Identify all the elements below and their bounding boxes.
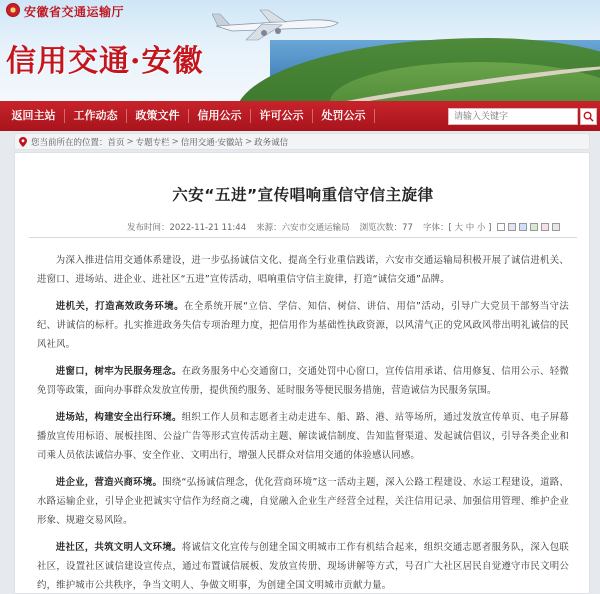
article-body: [37, 251, 569, 594]
site-banner: [0, 0, 600, 101]
paragraph: 进社区，共筑文明人文环境。将诚信文化宣传与创建全国文明城市工作有机结合起来，组织交通志愿者服务队，深入包联社区，设置社区诚信建设宣传点，通过布置诚信展板、发放宣传册、现场讲解等方式，号召广大社区居民自觉遵守市民文明公约，维护城市公共秩序，争当文明人、争做文明事，为创建全国文明城市贡献力量。: [37, 542, 569, 591]
breadcrumb-separator: >: [126, 136, 134, 147]
color-swatch[interactable]: [519, 223, 527, 231]
background-color-picker: [497, 223, 563, 231]
nav-item-credit-public[interactable]: 信用公示: [189, 109, 251, 123]
font-label: 字体：: [422, 223, 449, 233]
font-size-switch[interactable]: [ 大 中 小 ]: [448, 223, 492, 233]
article-meta: [127, 221, 563, 233]
paragraph: 为深入推进信用交通体系建设，进一步弘扬诚信文化、提高全行业重信践诺，六安市交通运输局积极开展了诚信进机关、进窗口、进场站、进企业、进社区“五进”宣传活动，唱响重信守信主旋律，打造“诚信交通”品牌。: [37, 255, 569, 285]
nav-item-policy[interactable]: 政策文件: [127, 109, 189, 123]
nav-item-news[interactable]: 工作动态: [65, 109, 127, 123]
search-button[interactable]: [580, 108, 597, 125]
color-swatch[interactable]: [552, 223, 560, 231]
breadcrumb: [14, 133, 590, 150]
breadcrumb-separator: >: [245, 136, 253, 147]
location-pin-icon: [19, 137, 27, 147]
nav-item-penalty-public[interactable]: 处罚公示: [313, 109, 375, 123]
breadcrumb-item-current[interactable]: 政务诚信: [254, 137, 289, 148]
search-icon: [583, 111, 594, 122]
divider: [29, 237, 577, 238]
airplane-icon: [212, 4, 342, 44]
article-source: 来源：六安市交通运输局: [256, 223, 350, 233]
color-swatch[interactable]: [497, 223, 505, 231]
site-brand: 信用交通·安徽: [6, 44, 204, 79]
nav-item-permit-public[interactable]: 许可公示: [251, 109, 313, 123]
paragraph: 进企业，营造兴商环境。围绕“弘扬诚信理念，优化营商环境”这一活动主题，深入公路工程建设、水运工程建设，道路、水路运输企业，引导企业把诚实守信作为经商之魂，自觉融入企业生产经营全过程，关注信用记录、加强信用管理、维护企业形象、规避交易风险。: [37, 477, 569, 526]
view-count: 浏览次数：77: [359, 223, 413, 233]
article-panel: [14, 152, 590, 594]
color-swatch[interactable]: [541, 223, 549, 231]
breadcrumb-item-site[interactable]: 信用交通·安徽站: [180, 137, 243, 148]
main-nav: [0, 101, 600, 131]
nav-item-home[interactable]: 返回主站: [3, 109, 65, 123]
breadcrumb-separator: >: [171, 136, 179, 147]
paragraph: 进机关，打造高效政务环境。在全系统开展“立信、学信、知信、树信、讲信、用信”活动，引导广大党员干部努当守法纪、讲诚信的标杆。扎实推进政务失信专项治理力度，把信用作为基础性执政资源，以风清气正的党风政风带出明礼诚信的民风社风。: [37, 301, 569, 350]
article-title: 六安“五进”宣传唱响重信守信主旋律: [172, 186, 434, 204]
color-swatch[interactable]: [530, 223, 538, 231]
department-name: 安徽省交通运输厅: [24, 5, 125, 19]
paragraph: 进窗口，树牢为民服务理念。在政务服务中心交通窗口，交通处罚中心窗口，宣传信用承诺、信用修复、信用公示、轻微免罚等政策，面向办事群众发放宣传册，提供预约服务、延时服务等便民服务措施，营造诚信为民服务氛围。: [37, 366, 569, 396]
color-swatch[interactable]: [508, 223, 516, 231]
emblem-icon: [6, 3, 20, 17]
search-input[interactable]: [448, 108, 578, 125]
publish-date: 发布时间：2022-11-21 11:44: [127, 223, 247, 233]
paragraph: 进场站，构建安全出行环境。组织工作人员和志愿者主动走进车、船、路、港、站等场所，通过发放宣传单页、电子屏幕播放宣传用标语、展板挂图、公益广告等形式宣传活动主题、解读诚信制度、告知监督渠道、发起诚信倡议，引导各类企业和司乘人员依法诚信办事、安全作业、文明出行，增强人民群众对信用交通的体验感认同感。: [37, 412, 569, 461]
breadcrumb-prefix: 您当前所在的位置：: [31, 137, 108, 148]
breadcrumb-item-home[interactable]: 首页: [107, 137, 125, 148]
breadcrumb-item-special[interactable]: 专题专栏: [135, 137, 170, 148]
